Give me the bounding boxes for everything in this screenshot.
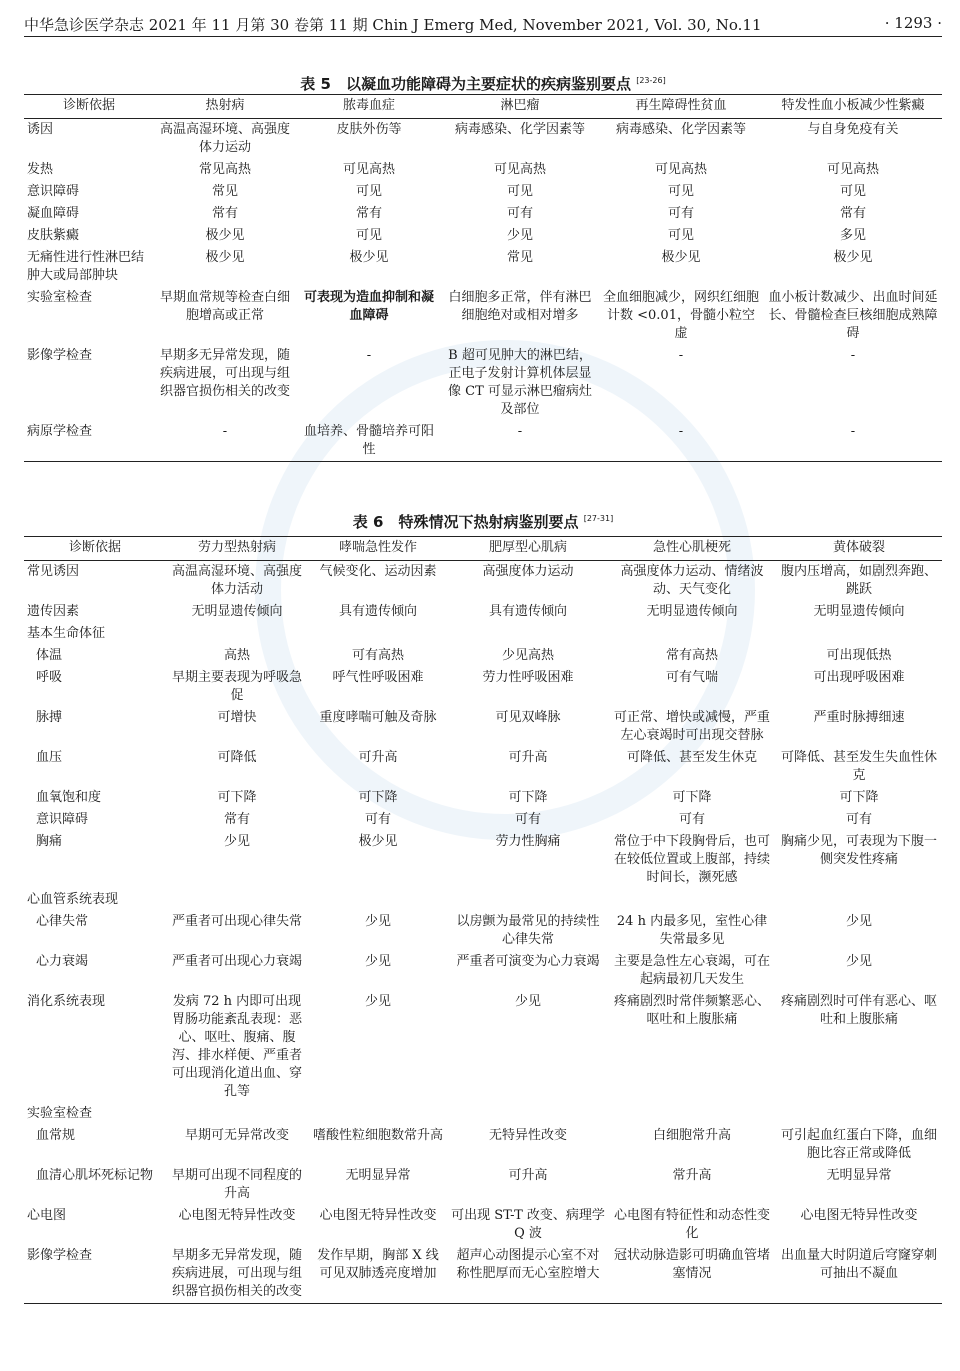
table6-cell (448, 1103, 608, 1125)
table5-column-header: 再生障碍性贫血 (598, 95, 764, 119)
table6-cell: 早期可出现不同程度的升高 (171, 1168, 302, 1201)
table6-cell: 早期多无异常发现，随疾病进展，可出现与组织器官损伤相关的改变 (166, 1245, 308, 1304)
table5-cell: 多见 (839, 228, 866, 243)
table5-cell: 少见 (506, 228, 533, 243)
table5-cell: 常见 (506, 250, 533, 265)
table6-cell: 可下降 (672, 790, 712, 805)
table5-row-label: 实验室检查 (27, 290, 93, 305)
table5-cell: 可见 (355, 228, 382, 243)
table6-cell: 可下降 (508, 790, 548, 805)
table6-cell (608, 623, 776, 645)
table6-cell: 可升高 (508, 1168, 548, 1183)
table6-caption (24, 508, 942, 530)
table5-cell: 与自身免疫有关 (807, 122, 899, 137)
table6-cell (308, 623, 448, 645)
table6-cell: 胸痛少见，可表现为下腹一侧突发性疼痛 (780, 834, 937, 867)
table6-cell: 常有高热 (665, 648, 718, 663)
table5-row (24, 203, 942, 225)
table6-cell: 腹内压增高，如剧烈奔跑、跳跃 (780, 564, 937, 597)
table5-cell: 血小板计数减少、出血时间延长、骨髓检查巨核细胞成熟障碍 (768, 290, 938, 341)
table5-cell: 病毒感染、化学因素等 (454, 122, 585, 137)
table5-cell: 常见 (211, 184, 238, 199)
table6-row-label: 呼吸 (36, 670, 63, 685)
table6-cell (776, 623, 942, 645)
table6-row-label: 影像学检查 (24, 1245, 166, 1304)
table6-row-label: 遗传因素 (27, 604, 80, 619)
table6-row-label: 常见诱因 (27, 564, 80, 579)
table5-cell: - (850, 348, 856, 363)
table6-cell: 少见 (364, 954, 391, 969)
table5-row-label: 意识障碍 (27, 184, 80, 199)
table6-cell (308, 889, 448, 911)
table5-row-label: 影像学检查 (27, 348, 93, 363)
table5-cell: 可见高热 (342, 162, 395, 177)
table6-cell (166, 889, 308, 911)
table6-cell: 心电图无特异性改变 (800, 1208, 918, 1223)
table6-cell: 可升高 (358, 750, 398, 765)
table6-row-label: 心力衰竭 (36, 954, 89, 969)
table5-cell: 常有 (355, 206, 382, 221)
table6-cell: 心电图有特征性和动态性变化 (613, 1208, 770, 1241)
page (24, 8, 942, 1299)
table5-cell: 可见 (839, 184, 866, 199)
table5-row (24, 421, 942, 462)
table6-cell: 可有 (678, 812, 705, 827)
table5-cell: 可有 (506, 206, 533, 221)
table5-cell: 极少见 (661, 250, 701, 265)
table6-header-row (24, 537, 942, 561)
table6-cell: 无明显遗传倾向 (191, 604, 283, 619)
table6-row-label: 体温 (36, 648, 63, 663)
table6-cell: 嗜酸性粒细胞数常升高 (312, 1128, 443, 1143)
table6-row (24, 1165, 942, 1205)
table5-title: 表 5 以凝血功能障碍为主要症状的疾病鉴别要点 (300, 75, 631, 93)
table5-row (24, 119, 942, 160)
table6-row-label: 基本生命体征 (27, 626, 106, 641)
table6-reference: [27-31] (583, 514, 614, 523)
table6-row-label: 意识障碍 (36, 812, 89, 827)
table6-cell: 少见 (223, 834, 250, 849)
table5-cell: 可见高热 (654, 162, 707, 177)
table5-row (24, 247, 942, 287)
table5-cell: 可见高热 (826, 162, 879, 177)
table6-column-header: 肥厚型心肌病 (448, 537, 608, 561)
table6-column-header: 哮喘急性发作 (308, 537, 448, 561)
table6-row (24, 1245, 942, 1304)
table6-row (24, 747, 942, 787)
table6-row-label: 胸痛 (36, 834, 63, 849)
table6-cell: 气候变化、运动因素 (319, 564, 437, 579)
table6-row (24, 645, 942, 667)
table5-cell: - (366, 348, 372, 363)
table5-row-label: 皮肤紫癜 (27, 228, 80, 243)
table6-cell: 具有遗传倾向 (338, 604, 417, 619)
table5-reference: [23-26] (636, 76, 666, 85)
table6-cell: 无明显异常 (826, 1168, 892, 1183)
table5 (24, 94, 942, 462)
table5-column-header: 淋巴瘤 (442, 95, 598, 119)
table5-row-label: 凝血障碍 (27, 206, 80, 221)
table6-cell: 高强度体力运动、情绪波动、天气变化 (620, 564, 764, 597)
journal-citation: 中华急诊医学杂志 2021 年 11 月第 30 卷第 11 期 Chin J Emerg Med, November 2021, Vol. 30, No.11 (24, 16, 762, 34)
table6-cell: 疼痛剧烈时可伴有恶心、呕吐和上腹胀痛 (780, 994, 937, 1027)
table5-cell: 极少见 (205, 228, 245, 243)
table6-cell: 可下降 (839, 790, 879, 805)
page-number: · 1293 · (884, 14, 942, 32)
table6-row-label: 血压 (36, 750, 63, 765)
table5-cell: 病毒感染、化学因素等 (615, 122, 746, 137)
table6-row (24, 601, 942, 623)
table5-row (24, 287, 942, 345)
table6-cell: 少见 (364, 994, 391, 1009)
table6-cell: 出血量大时阴道后穹窿穿刺可抽出不凝血 (776, 1245, 942, 1304)
table6-cell: 无明显异常 (345, 1168, 411, 1183)
table6-cell: 可正常、增快或减慢，严重左心衰竭时可出现交替脉 (613, 710, 770, 743)
table5-cell: - (154, 421, 296, 462)
table6-cell: 严重时脉搏细速 (813, 710, 905, 725)
table6-cell: 可有 (514, 812, 541, 827)
table6-cell (776, 889, 942, 911)
table5-row-label: 诱因 (27, 122, 54, 137)
table5-cell: 血培养、骨髓培养可阳性 (296, 421, 442, 462)
table6-cell: 高温高湿环境、高强度体力活动 (171, 564, 302, 597)
table5-row (24, 345, 942, 421)
table6-cell: 疼痛剧烈时常伴频繁恶心、呕吐和上腹胀痛 (613, 994, 770, 1027)
table6-cell: 劳力性胸痛 (495, 834, 561, 849)
table6-row (24, 911, 942, 951)
table6-cell: 具有遗传倾向 (488, 604, 567, 619)
table5-column-header: 特发性血小板减少性紫癜 (764, 95, 942, 119)
table6-cell: 可出现低热 (826, 648, 892, 663)
table5-cell: 极少见 (349, 250, 389, 265)
table6-cell: 可出现 ST-T 改变、病理学 Q 波 (451, 1208, 605, 1241)
table6-cell: 主要是急性左心衰竭，可在起病最初几天发生 (613, 954, 770, 987)
table6-row-label: 血清心肌坏死标记物 (36, 1168, 154, 1183)
table6-cell: 少见 (845, 954, 872, 969)
table6-cell: 心电图无特异性改变 (319, 1208, 437, 1223)
table5-cell: 可见高热 (493, 162, 546, 177)
table6-cell: 可下降 (217, 790, 257, 805)
table6-cell: 常升高 (672, 1168, 712, 1183)
table6-cell (776, 1103, 942, 1125)
table5-cell: 早期多无异常发现，随疾病进展，可出现与组织器官损伤相关的改变 (159, 348, 290, 399)
table6-cell: 少见 (514, 994, 541, 1009)
table5-cell: 可有 (667, 206, 694, 221)
table5-column-header: 热射病 (154, 95, 296, 119)
table6-cell: 冠状动脉造影可明确血管堵塞情况 (608, 1245, 776, 1304)
table6-cell: 可出现呼吸困难 (813, 670, 905, 685)
table6 (24, 536, 942, 1304)
table6-row (24, 667, 942, 707)
table6-cell: 可降低、甚至发生休克 (626, 750, 757, 765)
table5-cell: 可见 (355, 184, 382, 199)
table6-column-header: 急性心肌梗死 (608, 537, 776, 561)
table6-row (24, 707, 942, 747)
table6-cell (448, 623, 608, 645)
table6-cell: 24 h 内最多见，室性心律失常最多见 (616, 914, 768, 947)
table6-cell: 少见 (845, 914, 872, 929)
table6-row-label: 心血管系统表现 (27, 892, 119, 907)
table6-cell (608, 889, 776, 911)
table6-row (24, 1205, 942, 1245)
table6-cell: 可降低 (217, 750, 257, 765)
table5-cell: B 超可见肿大的淋巴结，正电子发射计算机体层显像 CT 可显示淋巴瘤病灶及部位 (448, 348, 592, 417)
table6-row-label: 心律失常 (36, 914, 89, 929)
table6-cell: 无特异性改变 (488, 1128, 567, 1143)
table5-cell: 皮肤外伤等 (336, 122, 402, 137)
table6-row (24, 889, 942, 911)
table5-row (24, 159, 942, 181)
table6-cell (166, 1103, 308, 1125)
table6-row-label: 血氧饱和度 (36, 790, 102, 805)
table6-cell: 可下降 (358, 790, 398, 805)
table6-row (24, 951, 942, 991)
table5-cell: 常有 (839, 206, 866, 221)
table6-cell: 少见 (364, 914, 391, 929)
table5-row-label: 病原学检查 (24, 421, 154, 462)
table5-column-header: 脓毒血症 (296, 95, 442, 119)
table6-cell: 白细胞常升高 (652, 1128, 731, 1143)
table6-cell: 可降低、甚至发生失血性休克 (780, 750, 937, 783)
table5-row (24, 225, 942, 247)
table5-caption (24, 70, 942, 92)
table5-cell: 可表现为造血抑制和凝血障碍 (303, 290, 434, 323)
table5-cell: - (764, 421, 942, 462)
table6-cell: 严重者可出现心律失常 (171, 914, 302, 929)
table6-row (24, 991, 942, 1103)
table6-cell: 常位于中下段胸骨后，也可在较低位置或上腹部，持续时间长，濒死感 (613, 834, 770, 885)
table6-cell: 呼气性呼吸困难 (332, 670, 424, 685)
table6-cell: 可有高热 (351, 648, 404, 663)
table5-cell: 白细胞多正常，伴有淋巴细胞绝对或相对增多 (448, 290, 592, 323)
table6-cell: 可引起血红蛋白下降，血细胞比容正常或降低 (780, 1128, 937, 1161)
table6-cell: 劳力性呼吸困难 (482, 670, 574, 685)
table5-column-header: 诊断依据 (24, 95, 154, 119)
table6-row (24, 561, 942, 602)
table6-cell (448, 889, 608, 911)
table6-cell: 心电图无特异性改变 (178, 1208, 296, 1223)
table6-cell (608, 1103, 776, 1125)
table6-column-header: 黄体破裂 (776, 537, 942, 561)
table6-row (24, 787, 942, 809)
table6-row-label: 血常规 (36, 1128, 76, 1143)
table6-cell: 可有 (845, 812, 872, 827)
table6-cell: 高强度体力运动 (482, 564, 574, 579)
table5-cell: - (678, 348, 684, 363)
table6-cell: 可有 (364, 812, 391, 827)
table5-cell: 可见 (667, 228, 694, 243)
table6-row (24, 623, 942, 645)
table6-row-label: 消化系统表现 (27, 994, 106, 1009)
running-header (24, 8, 942, 37)
table5-cell: - (598, 421, 764, 462)
table6-cell: 以房颤为最常见的持续性心律失常 (456, 914, 600, 947)
table6-cell: 常有 (223, 812, 250, 827)
table6-cell: 严重者可出现心力衰竭 (171, 954, 302, 969)
table6-cell: 超声心动图提示心室不对称性肥厚而无心室腔增大 (448, 1245, 608, 1304)
table5-cell: 常有 (211, 206, 238, 221)
table6-cell: 无明显遗传倾向 (813, 604, 905, 619)
table6-cell: 可升高 (508, 750, 548, 765)
table5-cell: 常见高热 (198, 162, 251, 177)
table6-cell: 高热 (223, 648, 250, 663)
table5-cell: 极少见 (205, 250, 245, 265)
table6-cell: 发病 72 h 内即可出现胃肠功能紊乱表现：恶心、呕吐、腹痛、腹泻、排水样便、严重者可出现消化道出血、穿孔等 (171, 994, 302, 1099)
table5-cell: 极少见 (833, 250, 873, 265)
table6-row (24, 1125, 942, 1165)
table6-cell: 严重者可演变为心力衰竭 (456, 954, 600, 969)
table6-cell: 重度哮喘可触及奇脉 (319, 710, 437, 725)
table5-row-label: 发热 (27, 162, 54, 177)
table6-cell: 无明显遗传倾向 (646, 604, 738, 619)
table5-cell: 全血细胞减少，网织红细胞计数 <0.01，骨髓小粒空虚 (602, 290, 759, 341)
table5-cell: - (442, 421, 598, 462)
table6-cell (166, 623, 308, 645)
table5-cell: 高温高湿环境、高强度体力运动 (159, 122, 290, 155)
table5-cell: 可见 (667, 184, 694, 199)
table6-cell: 可有气喘 (665, 670, 718, 685)
table6-row (24, 809, 942, 831)
table6-cell: 少见高热 (501, 648, 554, 663)
table6-row (24, 1103, 942, 1125)
table6-row (24, 831, 942, 889)
table6-cell: 可见双峰脉 (495, 710, 561, 725)
table6-title: 表 6 特殊情况下热射病鉴别要点 (352, 513, 579, 531)
table5-row (24, 181, 942, 203)
table6-cell: 早期可无异常改变 (184, 1128, 289, 1143)
table6-column-header: 诊断依据 (24, 537, 166, 561)
table6-cell: 发作早期，胸部 X 线可见双肺透亮度增加 (308, 1245, 448, 1304)
table5-row-label: 无痛性进行性淋巴结肿大或局部肿块 (27, 250, 145, 283)
table6-cell (308, 1103, 448, 1125)
table5-cell: 早期血常规等检查白细胞增高或正常 (159, 290, 290, 323)
table5-header-row (24, 95, 942, 119)
table6-column-header: 劳力型热射病 (166, 537, 308, 561)
table6-cell: 极少见 (358, 834, 398, 849)
table6-row-label: 脉搏 (36, 710, 63, 725)
table6-row-label: 实验室检查 (27, 1106, 93, 1121)
table6-row-label: 心电图 (27, 1208, 67, 1223)
table6-cell: 早期主要表现为呼吸急促 (171, 670, 302, 703)
table5-cell: 可见 (506, 184, 533, 199)
table6-cell: 可增快 (217, 710, 257, 725)
